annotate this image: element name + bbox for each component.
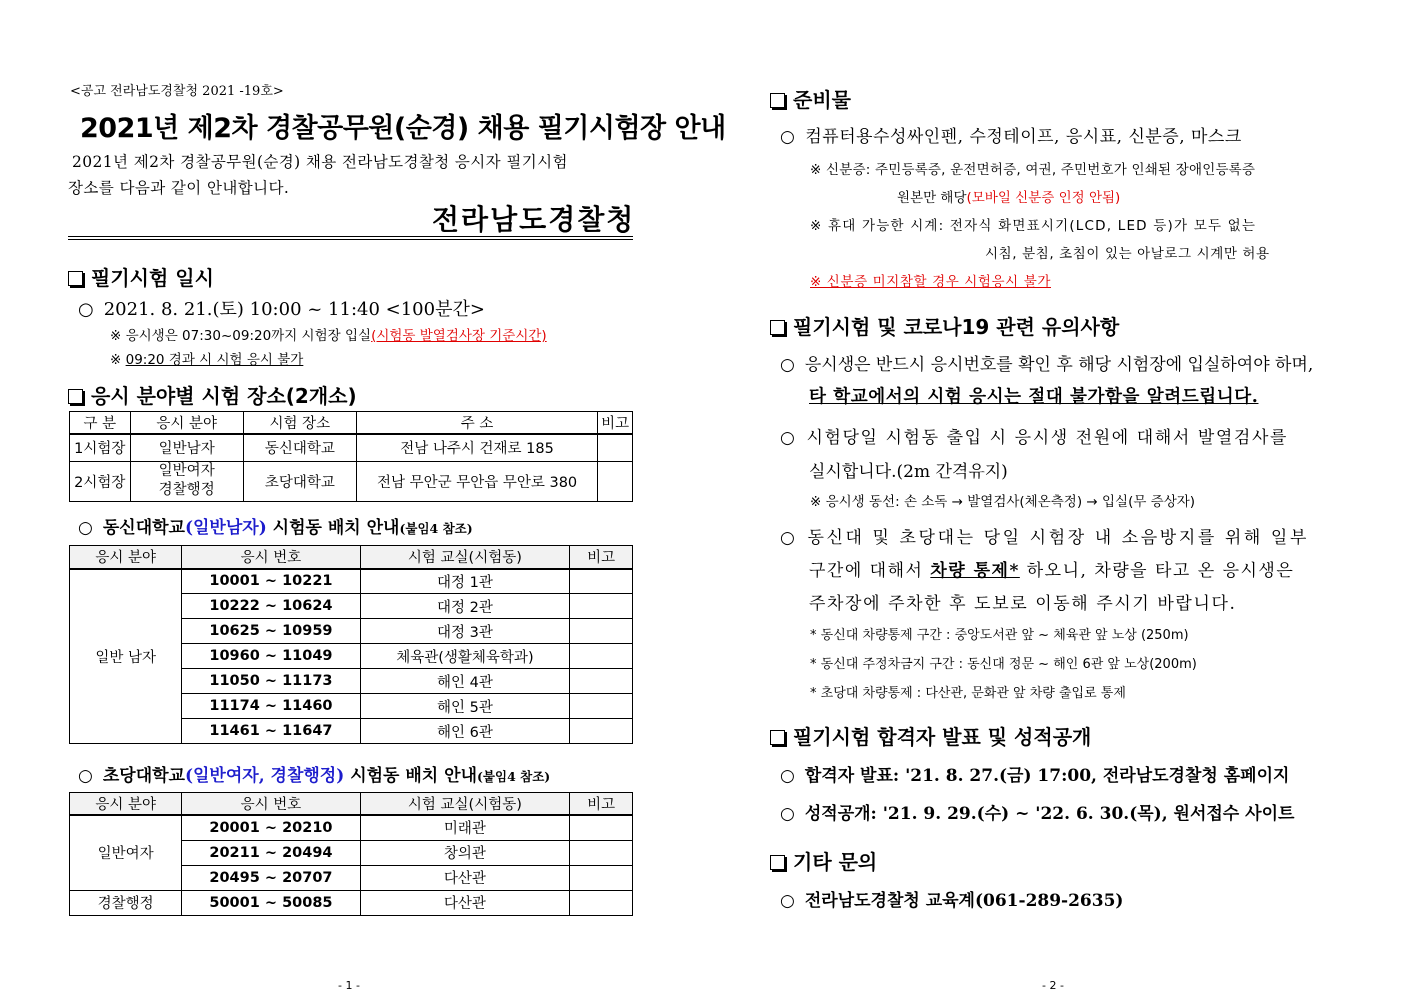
issuer-name: 전라남도경찰청 — [432, 203, 636, 236]
entry-time-note — [110, 324, 547, 344]
applicant-group: (일반여자, 경찰행정) — [184, 766, 345, 786]
entry-time-text: ※ 응시생은 07:30~09:20까지 시험장 입실 — [110, 328, 372, 344]
note-cell — [598, 461, 633, 501]
checkbox-icon — [68, 389, 83, 404]
column-header: 구 분 — [70, 412, 131, 435]
address-cell: 전남 무안군 무안읍 무안로 380 — [356, 461, 597, 501]
note-cell — [570, 865, 633, 890]
heading-text: 시험동 배치 안내 — [344, 766, 477, 786]
site-cell: 2시험장 — [70, 461, 131, 501]
circle-bullet-icon: ○ — [78, 299, 94, 320]
notice-text: 동신대 및 초당대는 당일 시험장 내 소음방지를 위해 일부 — [807, 528, 1309, 548]
inquiry-contact — [780, 886, 1123, 911]
column-header: 시험 장소 — [243, 412, 356, 435]
traffic-note-1: * 동신대 차량통제 구간 : 중앙도서관 앞 ~ 체육관 앞 노상 (250m) — [810, 628, 1189, 643]
table-row — [70, 815, 633, 840]
circle-bullet-icon: ○ — [78, 518, 93, 538]
number-range-cell: 20495 ~ 20707 — [182, 865, 360, 890]
table-row — [70, 569, 633, 594]
flow-note: ※ 응시생 동선: 손 소독 → 발열검사(체온측정) → 입실(무 증상자) — [810, 494, 1196, 510]
number-range-cell: 10222 ~ 10624 — [182, 594, 360, 619]
note-cell — [570, 669, 633, 694]
field-cell: 일반남자 — [130, 434, 243, 461]
watch-note-cont: 시침, 분침, 초침이 있는 아날로그 시계만 허용 — [985, 246, 1270, 262]
notice-text: 시험당일 시험동 출입 시 응시생 전원에 대해서 발열검사를 — [806, 428, 1288, 448]
room-cell: 해인 6관 — [360, 719, 570, 744]
section-exam-datetime — [68, 262, 214, 291]
table-header-row — [70, 412, 633, 435]
notice-item-2-cont: 실시합니다.(2m 간격유지) — [809, 462, 1008, 482]
room-cell: 체육관(생활체육학과) — [360, 644, 570, 669]
circle-bullet-icon: ○ — [780, 127, 796, 147]
address-cell: 전남 나주시 건재로 185 — [356, 434, 597, 461]
notice-item-3 — [780, 523, 1309, 548]
contact-text: 전라남도경찰청 교육계(061-289-2635) — [804, 891, 1124, 911]
circle-bullet-icon: ○ — [78, 766, 93, 786]
traffic-control-emphasis: 차량 통제* — [930, 561, 1020, 581]
page-number-1: - 1 - — [338, 979, 360, 992]
exam-date — [78, 295, 485, 321]
room-cell: 미래관 — [360, 815, 570, 840]
number-range-cell: 10001 ~ 10221 — [182, 569, 360, 594]
dongshin-room-table — [69, 545, 633, 744]
column-header: 비고 — [570, 793, 633, 816]
field-cell: 일반여자 경찰행정 — [130, 461, 243, 501]
note-cell — [570, 719, 633, 744]
section-title: 응시 분야별 시험 장소(2개소) — [91, 384, 357, 408]
note-cell — [570, 890, 633, 915]
circle-bullet-icon: ○ — [780, 528, 798, 548]
number-range-cell: 10625 ~ 10959 — [182, 619, 360, 644]
page-number-2: - 2 - — [1042, 979, 1064, 992]
notice-number: <공고 전라남도경찰청 2021 -19호> — [70, 84, 284, 99]
result-text: 합격자 발표: '21. 8. 27.(금) 17:00, 전라남도경찰청 홈페이지 — [804, 766, 1290, 786]
table-row — [70, 461, 633, 501]
number-range-cell: 20001 ~ 20210 — [182, 815, 360, 840]
note-cell — [570, 815, 633, 840]
circle-bullet-icon: ○ — [780, 804, 795, 824]
number-range-cell: 50001 ~ 50085 — [182, 890, 360, 915]
locations-table — [69, 411, 633, 502]
attachment-ref: (붙임4 참조) — [399, 521, 473, 536]
exam-date-text: 2021. 8. 21.(토) 10:00 ~ 11:40 <100분간> — [103, 299, 485, 320]
circle-bullet-icon: ○ — [780, 891, 795, 911]
note-cell — [598, 434, 633, 461]
section-inquiry — [770, 846, 877, 875]
id-note-text: 원본만 해당 — [897, 190, 967, 206]
notice-item-2 — [780, 423, 1288, 448]
mobile-id-note: (모바일 신분증 인정 안됨) — [966, 190, 1121, 206]
field-cell: 일반 남자 — [70, 569, 182, 744]
note-cell — [570, 840, 633, 865]
place-cell: 초당대학교 — [243, 461, 356, 501]
traffic-note-3: * 초당대 차량통제 : 다산관, 문화관 앞 차량 출입로 통제 — [810, 686, 1126, 701]
note-cell — [570, 569, 633, 594]
room-cell: 해인 4관 — [360, 669, 570, 694]
room-cell: 창의관 — [360, 840, 570, 865]
column-header: 응시 분야 — [70, 546, 182, 569]
supplies-item — [780, 122, 1242, 147]
table-header-row — [70, 793, 633, 816]
room-cell: 다산관 — [360, 865, 570, 890]
table-header-row — [70, 546, 633, 569]
column-header: 주 소 — [356, 412, 597, 435]
field-cell: 일반여자 — [70, 815, 182, 890]
notice-item-3-cont2: 주차장에 주차한 후 도보로 이동해 주시기 바랍니다. — [809, 594, 1237, 614]
note-cell — [570, 594, 633, 619]
late-note-text: 09:20 경과 시 시험 응시 불가 — [125, 352, 304, 368]
notice-text: 응시생은 반드시 응시번호를 확인 후 해당 시험장에 입실하여야 하며, — [804, 355, 1314, 375]
table-row — [70, 890, 633, 915]
notice-item-1 — [780, 350, 1313, 375]
watch-note: ※ 휴대 가능한 시계: 전자식 화면표시기(LCD, LED 등)가 모두 없는 — [810, 218, 1257, 234]
divider-bottom — [68, 239, 633, 240]
column-header: 응시 번호 — [182, 546, 360, 569]
note-cell — [570, 619, 633, 644]
id-missing-note: ※ 신분증 미지참할 경우 시험응시 불가 — [810, 274, 1051, 290]
divider-top — [68, 236, 633, 237]
section-supplies — [770, 84, 851, 113]
checkbox-icon — [770, 93, 785, 108]
circle-bullet-icon: ○ — [780, 428, 797, 448]
note-cell — [570, 644, 633, 669]
university-name: 초당대학교 — [102, 766, 185, 786]
room-cell: 해인 5관 — [360, 694, 570, 719]
section-exam-locations — [68, 380, 357, 409]
column-header: 응시 분야 — [70, 793, 182, 816]
section-title: 준비물 — [793, 88, 851, 112]
section-title: 필기시험 합격자 발표 및 성적공개 — [793, 725, 1092, 749]
chodang-layout-heading — [78, 761, 550, 786]
column-header: 응시 번호 — [182, 793, 360, 816]
score-release — [780, 799, 1294, 824]
number-range-cell: 11050 ~ 11173 — [182, 669, 360, 694]
circle-bullet-icon: ○ — [780, 766, 795, 786]
score-text: 성적공개: '21. 9. 29.(수) ~ '22. 6. 30.(목), 원서접수 사이트 — [804, 804, 1295, 824]
entry-time-basis: (시험동 발열검사장 기준시간) — [371, 328, 547, 344]
room-cell: 대정 3관 — [360, 619, 570, 644]
column-header: 비고 — [570, 546, 633, 569]
supplies-text: 컴퓨터용수성싸인펜, 수정테이프, 응시표, 신분증, 마스크 — [805, 127, 1242, 147]
column-header: 비고 — [598, 412, 633, 435]
circle-bullet-icon: ○ — [780, 355, 795, 375]
university-name: 동신대학교 — [102, 518, 185, 538]
intro-line-1: 2021년 제2차 경찰공무원(순경) 채용 전라남도경찰청 응시자 필기시험 — [72, 153, 568, 171]
checkbox-icon — [770, 320, 785, 335]
applicant-group: (일반남자) — [184, 518, 267, 538]
chodang-room-table — [69, 792, 633, 916]
site-cell: 1시험장 — [70, 434, 131, 461]
notice-text: 하오니, 차량을 타고 온 응시생은 — [1019, 561, 1295, 581]
notice-text: 구간에 대해서 — [809, 561, 931, 581]
column-header: 응시 분야 — [130, 412, 243, 435]
note-mark: ※ — [110, 352, 122, 368]
place-cell: 동신대학교 — [243, 434, 356, 461]
number-range-cell: 11461 ~ 11647 — [182, 719, 360, 744]
checkbox-icon — [770, 855, 785, 870]
intro-line-2: 장소를 다음과 같이 안내합니다. — [68, 179, 290, 197]
late-note — [110, 348, 303, 368]
room-cell: 대정 2관 — [360, 594, 570, 619]
room-cell: 대정 1관 — [360, 569, 570, 594]
section-title: 필기시험 일시 — [91, 266, 214, 290]
attachment-ref: (붙임4 참조) — [477, 769, 551, 784]
number-range-cell: 20211 ~ 20494 — [182, 840, 360, 865]
column-header: 시험 교실(시험동) — [360, 793, 570, 816]
id-note-cont — [897, 186, 1120, 206]
room-cell: 다산관 — [360, 890, 570, 915]
notice-item-3-cont — [809, 556, 1294, 581]
section-title: 기타 문의 — [793, 850, 878, 874]
page-title: 2021년 제2차 경찰공무원(순경) 채용 필기시험장 안내 — [80, 113, 726, 144]
section-covid-notice — [770, 311, 1119, 340]
number-range-cell: 10960 ~ 11049 — [182, 644, 360, 669]
dongshin-layout-heading — [78, 513, 473, 538]
heading-text: 시험동 배치 안내 — [266, 518, 400, 538]
section-results — [770, 721, 1091, 750]
column-header: 시험 교실(시험동) — [360, 546, 570, 569]
number-range-cell: 11174 ~ 11460 — [182, 694, 360, 719]
checkbox-icon — [770, 730, 785, 745]
table-row — [70, 434, 633, 461]
result-announcement — [780, 761, 1289, 786]
notice-item-1-emphasis: 타 학교에서의 시험 응시는 절대 불가함을 알려드립니다. — [809, 387, 1259, 407]
field-cell: 경찰행정 — [70, 890, 182, 915]
checkbox-icon — [68, 271, 83, 286]
traffic-note-2: * 동신대 주정차금지 구간 : 동신대 정문 ~ 해인 6관 앞 노상(200m) — [810, 657, 1197, 672]
section-title: 필기시험 및 코로나19 관련 유의사항 — [793, 315, 1120, 339]
note-cell — [570, 694, 633, 719]
id-note: ※ 신분증: 주민등록증, 운전면허증, 여권, 주민번호가 인쇄된 장애인등록증 — [810, 162, 1256, 178]
